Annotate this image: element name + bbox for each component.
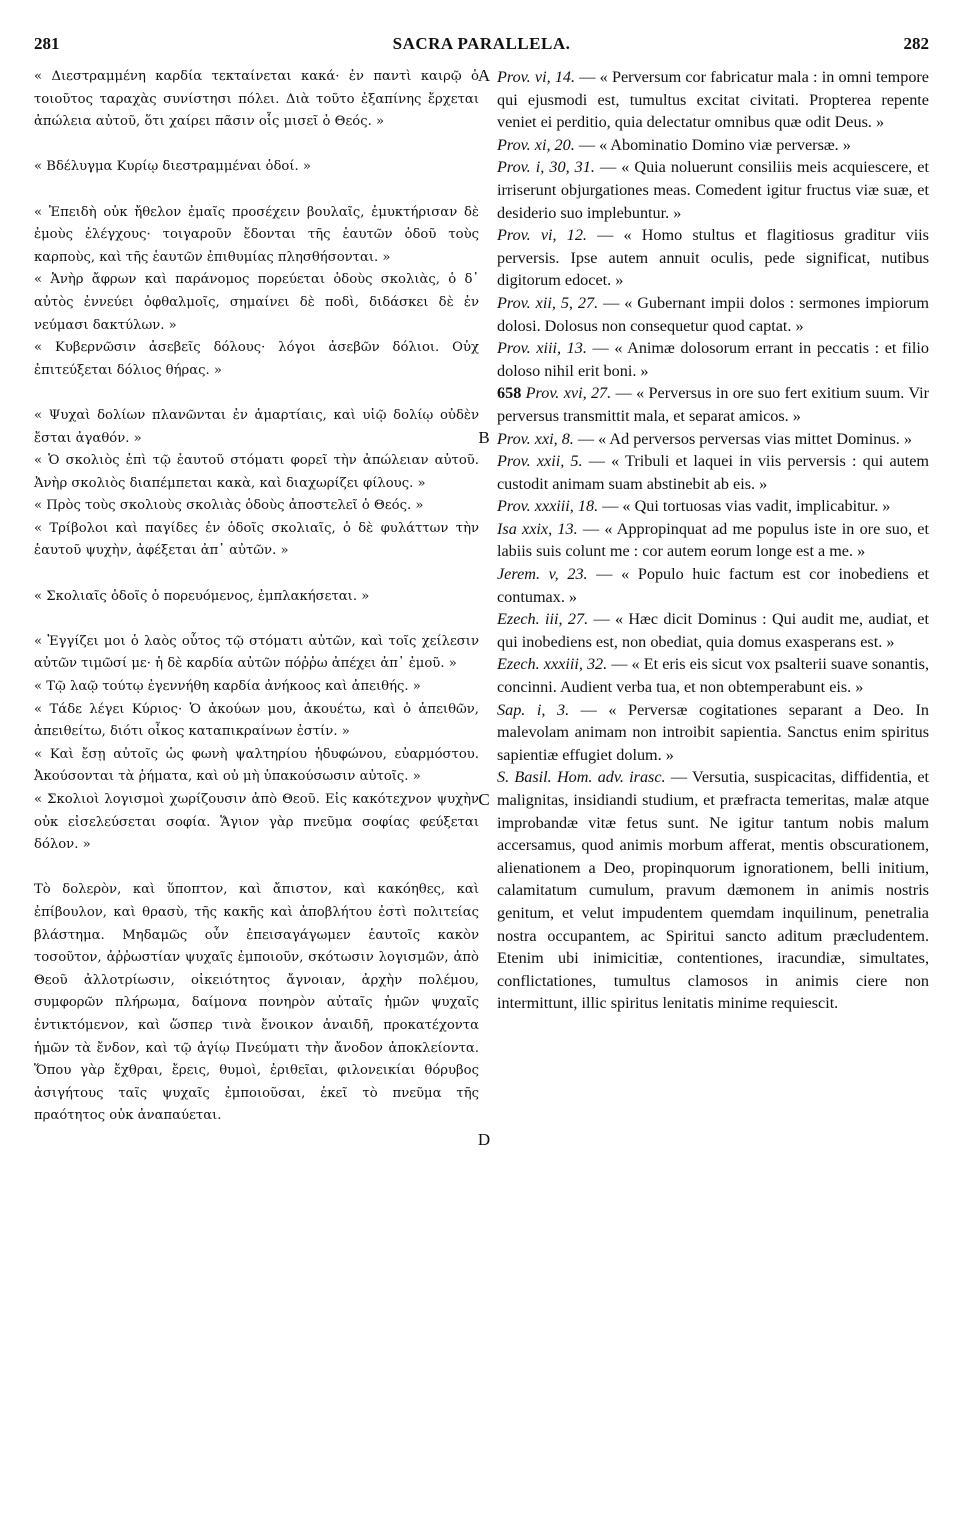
greek-paragraph: « Σκολιοὶ λογισμοὶ χωρίζουσιν ἀπὸ Θεοῦ. Εἰς κακότεχνον ψυχὴν οὐκ εἰσελεύσεται σοφία. Ἅγιον γὰρ πνεῦμα σοφίας φεύξεται δόλον. » — [34, 792, 479, 853]
page-number-left: 281 — [34, 34, 60, 53]
latin-paragraph — [497, 337, 929, 382]
scripture-reference: Prov. vi, 14. — [497, 68, 576, 86]
page-number-right: 282 — [903, 34, 929, 53]
latin-paragraph — [497, 382, 929, 427]
column-number: 658 — [497, 384, 522, 403]
latin-text: — « Perversus in ore suo fert exitium suum. Vir perversus transmittit mala, et separat amicos. » — [497, 384, 930, 425]
scripture-reference: Prov. xii, 5, 27. — [497, 293, 599, 312]
greek-paragraph: « Διεστραμμένη καρδία τεκταίνεται κακά· ἐν παντὶ καιρῷ ὁ τοιοῦτος ταραχὰς συνίστησι πόλει. Διὰ τοῦτο ἐξαπίνης ἔρχεται ἀπώλεια αὐτοῦ, ὅτι χαίρει πᾶσιν οἷς μισεῖ ὁ Θεός. » — [34, 69, 479, 130]
greek-paragraph: « Ἀνὴρ ἄφρων καὶ παράνομος πορεύεται ὁδοὺς σκολιὰς, ὁ δ᾽ αὐτὸς ἐννεύει ὀφθαλμοῖς, σημαίνει δὲ ποδὶ, διδάσκει δὲ ἐν νεύμασι δακτύλων. » — [34, 272, 479, 333]
scripture-reference: Prov. xxi, 8. — [497, 429, 574, 448]
greek-paragraph: « Κυβερνῶσιν ἀσεβεῖς δόλους· λόγοι ἀσεβῶν δόλιοι. Οὐχ ἐπιτεύξεται δόλιος θήρας. » — [34, 340, 479, 378]
greek-paragraph: « Τρίβολοι καὶ παγίδες ἐν ὁδοῖς σκολιαῖς, ὁ δὲ φυλάττων τὴν ἑαυτοῦ ψυχὴν, ἀφέξεται ἀπ᾽ αὐτῶν. » — [34, 520, 479, 559]
latin-paragraph — [497, 563, 929, 608]
scripture-reference: Prov. xvi, 27. — [525, 384, 612, 403]
scripture-reference: Ezech. iii, 27. — [497, 610, 589, 629]
latin-text: — « Et eris eis sicut vox psalterii suave sonantis, concinni. Audient verba tua, et non obtemperabunt eis. » — [497, 655, 930, 697]
latin-text: — « Abominatio Domino viæ perversæ. » — [574, 135, 851, 154]
greek-paragraph: Τὸ δολερὸν, καὶ ὕποπτον, καὶ ἄπιστον, καὶ κακόηθες, καὶ ἐπίβουλον, καὶ θρασὺ, τῆς κακῆς καὶ ἀποβλήτου ἐστὶ πολιτείας βλάστημα. Μηδαμῶς οὖν ἐπεισαγάγωμεν ἑαυτοῖς κακὸν τοσοῦτον, ἀῤῥωστίαν ψυχαῖς ἐμποιοῦν, σκότωσιν λογισμῶν, ἀπὸ Θεοῦ ἀλλοτρίωσιν, οἰκειότητος ἄγνοιαν, ἀρχὴν πολέμου, συμφορῶν πλήρωμα, δαίμονα πονηρὸν αὐταῖς ἡμῶν ψυχαῖς ἐντικτόμενον, καὶ ὥσπερ τινὰ ἔνοικον ἀναιδῆ, προκατέχοντα ἡμῶν τὰ ἔνδον, καὶ τῷ ἁγίῳ Πνεύματι τὴν ἄνοδον ἀποκλείοντα. Ὅπου γὰρ ἔχθραι, ἔρεις, θυμοὶ, ἐριθεῖαι, φιλονεικίαι θόρυβος ἀσιγήτους ταῖς ψυχαῖς ἐμποιοῦσαι, ἐκεῖ τὸ πνεῦμα τῆς πραότητος οὐκ ἀναπαύεται. — [34, 882, 479, 1124]
latin-text: — « Appropinquat ad me populus iste in ore suo, et labiis suis colunt me : cor autem eorum longe est a me. » — [497, 519, 929, 561]
margin-letter-a: A — [477, 66, 491, 85]
scripture-reference: S. Basil. Hom. adv. irasc. — [497, 768, 666, 787]
latin-text: — « Perversæ cogitationes separant a Deo. In malevolam animam non introibit sapientia. Sanctus enim spiritus sapientiæ effugiet dolum. » — [497, 700, 929, 764]
scripture-reference: Prov. xiii, 13. — [497, 339, 587, 358]
greek-paragraph: « Ψυχαὶ δολίων πλανῶνται ἐν ἁμαρτίαις, καὶ υἱῷ δολίῳ οὐδὲν ἔσται ἀγαθόν. » — [34, 407, 479, 446]
greek-paragraph: « Ἐπειδὴ οὐκ ἤθελον ἐμαῖς προσέχειν βουλαῖς, ἐμυκτήρισαν δὲ ἐμοὺς ἐλέγχους· τοιγαροῦν ἔδονται τῆς ἑαυτῶν ὁδοῦ τοὺς καρποὺς, καὶ τῆς ἑαυτῶν ἐπιθυμίας πλησθήσονται. » — [34, 204, 479, 265]
latin-text: — « Gubernant impii dolos : sermones impiorum dolosi. Dolosus non consequetur quod captat. » — [497, 293, 930, 335]
latin-paragraph — [497, 495, 929, 518]
latin-text: — « Ad perversos perversas vias mittet Dominus. » — [573, 429, 912, 448]
scripture-reference: Prov. xi, 20. — [497, 135, 575, 154]
latin-paragraph — [497, 66, 929, 134]
latin-paragraph — [497, 450, 929, 495]
latin-paragraph — [497, 699, 929, 767]
latin-text: — « Hæc dicit Dominus : Qui audit me, audiat, et qui inobediens est, non obediat, quia domus exasperans est. » — [497, 610, 929, 651]
scripture-reference: Ezech. xxxiii, 32. — [497, 655, 608, 674]
greek-paragraph: « Τάδε λέγει Κύριος· Ὁ ἀκούων μου, ἀκουέτω, καὶ ὁ ἀπειθῶν, ἀπειθείτω, διότι οἶκος καταπικραίνων ἐστίν. » — [34, 701, 479, 740]
greek-paragraph: « Τῷ λαῷ τούτῳ ἐγεννήθη καρδία ἀνήκοος καὶ ἀπειθής. » — [34, 679, 421, 695]
latin-paragraph — [497, 518, 929, 563]
margin-letter-b: B — [478, 428, 490, 447]
greek-column — [34, 66, 479, 1128]
latin-text: — « Animæ dolosorum errant in peccatis : et filio doloso nihil erit boni. » — [497, 339, 929, 380]
margin-letter-d: D — [477, 1130, 491, 1149]
latin-text: — « Tribuli et laquei in viis perversis : qui autem custodit animam suam abstinebit ab eis. » — [497, 452, 930, 493]
running-title: SACRA PARALLELA. — [392, 34, 571, 53]
latin-paragraph — [497, 428, 929, 451]
latin-paragraph — [497, 766, 929, 1015]
latin-text: — « Perversum cor fabricatur mala : in omni tempore qui ejusmodi est, tumultus excitat civitati. Propterea repente veniet ei perditio, quia delectatur omnibus quæ odit Deus. » — [497, 68, 929, 132]
scripture-reference: Jerem. v, 23. — [497, 565, 588, 584]
latin-text: — Versutia, suspicacitas, diffidentia, et malignitas, insidiandi studium, et præfracta temeritas, malæ atque improbandæ vitæ fetus sunt. Ne igitur tantum nobis malum accersamus, quod animis morbum afferat, mentis obscurationem, alienationem a Deo, propinquorum ignorationem, belli initium, calamitatum cumulum, pravum dæmonem in animis nostris genitum, et velut impudentem quemdam inquilinum, penetralia nostra occupantem, ac Spiritui sancto aditum præcludentem. Etenim ubi inimicitiæ, contentiones, iracundiæ, simultates, conflictationes, tumultus clamosos in animis ciere non intermittunt, illic spiritus lenitatis minime requiescit. — [497, 768, 929, 1013]
latin-paragraph — [497, 608, 929, 653]
latin-paragraph — [497, 292, 929, 337]
greek-paragraph: « Πρὸς τοὺς σκολιοὺς σκολιὰς ὁδοὺς ἀποστελεῖ ὁ Θεός. » — [34, 498, 424, 514]
scripture-reference: Sap. i, 3. — [497, 700, 570, 719]
latin-paragraph — [497, 156, 929, 224]
latin-text: — « Homo stultus et flagitiosus graditur viis perversis. Ipse autem annuit oculis, pede significat, nutibus digitorum edocet. » — [497, 226, 929, 290]
greek-paragraph: « Ἐγγίζει μοι ὁ λαὸς οὗτος τῷ στόματι αὐτῶν, καὶ τοῖς χείλεσιν αὐτῶν τιμῶσί με· ἡ δὲ καρδία αὐτῶν πόῤῥω ἀπέχει ἀπ᾽ ἐμοῦ. » — [34, 633, 479, 672]
latin-column — [497, 66, 929, 1015]
scripture-reference: Prov. vi, 12. — [497, 226, 587, 245]
latin-text: — « Populo huic factum est cor inobediens et contumax. » — [497, 565, 929, 606]
scripture-reference: Isa xxix, 13. — [497, 519, 578, 538]
greek-paragraph: « Ὁ σκολιὸς ἐπὶ τῷ ἑαυτοῦ στόματι φορεῖ τὴν ἀπώλειαν αὐτοῦ. Ἀνὴρ σκολιὸς διαπέμπεται κακὰ, καὶ διαχωρίζει φίλους. » — [34, 453, 479, 491]
greek-paragraph: « Βδέλυγμα Κυρίῳ διεστραμμέναι ὁδοί. » — [34, 159, 311, 175]
margin-letter-c: C — [478, 790, 490, 809]
latin-text: — « Quia noluerunt consiliis meis acquiescere, et irriserunt objurgationes meas. Comedent igitur fructus viæ suæ, et desiderio suo implebuntur. » — [497, 158, 929, 222]
greek-paragraph: « Καὶ ἔσῃ αὐτοῖς ὡς φωνὴ ψαλτηρίου ἡδυφώνου, εὐαρμόστου. Ἀκούσονται τὰ ῥήματα, καὶ οὐ μὴ ὑπακούσωσιν αὐτοῖς. » — [34, 746, 479, 785]
latin-text: — « Qui tortuosas vias vadit, implicabitur. » — [598, 497, 891, 516]
scripture-reference: Prov. i, 30, 31. — [497, 158, 595, 177]
greek-paragraph: « Σκολιαῖς ὁδοῖς ὁ πορευόμενος, ἐμπλακήσεται. » — [34, 588, 370, 604]
latin-paragraph — [497, 653, 929, 698]
latin-paragraph — [497, 224, 929, 292]
latin-paragraph — [497, 134, 929, 157]
scripture-reference: Prov. xxxiii, 18. — [497, 497, 599, 516]
scripture-reference: Prov. xxii, 5. — [497, 452, 583, 471]
page-header — [34, 34, 929, 58]
